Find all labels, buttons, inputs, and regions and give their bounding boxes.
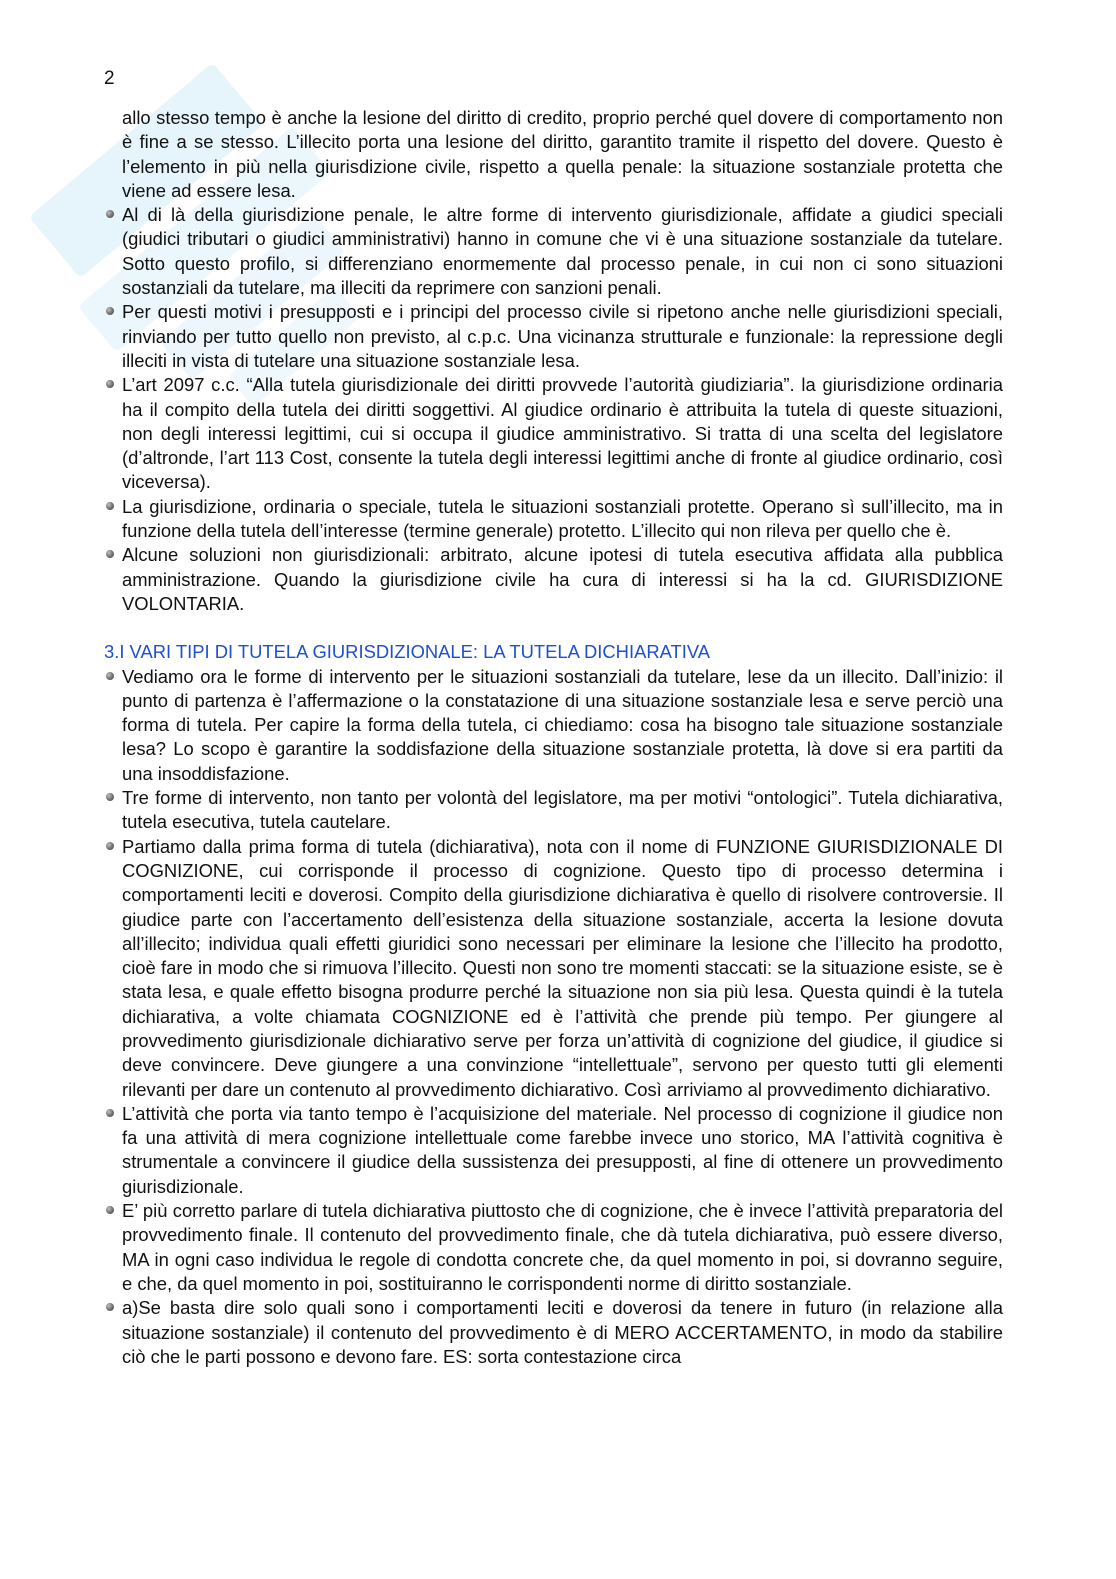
bullet-icon [106,1206,114,1214]
paragraph-text: Partiamo dalla prima forma di tutela (dichiarativa), nota con il nome di FUNZIONE GIURISDIZIONALE DI COGNIZIONE, cui corrisponde il processo di cognizione. Questo tipo di processo determina i comportamenti leciti e doverosi. Compito della giurisdizione dichiarativa è quello di risolvere controversie. Il giudice parte con l’accertamento dell’esistenza della situazione sostanziale, accerta la lesione dovuta all’illecito; individua quali effetti giuridici sono necessari per eliminare la lesione che l’illecito ha prodotto, cioè fare in modo che si rimuova l’illecito. Questi non sono tre momenti staccati: se la situazione esiste, se è stata lesa, e quale effetto bisogna produrre perché la situazione non sia più lesa. Questa quindi è la tutela dichiarativa, a volte chiamata COGNIZIONE ed è l’attività che prende più tempo. Per giungere al provvedimento giurisdizionale dichiarativo serve per forza un’attività di cognizione del giudice, il giudice si deve convincere. Deve giungere a una convinzione “intellettuale”, servono per questo tutti gli elementi rilevanti per dare un contenuto al provvedimento dichiarativo. Così arriviamo al provvedimento dichiarativo. [122,835,1003,1100]
bullet-paragraph [104,1296,1003,1369]
bullet-icon [106,672,114,680]
paragraph [104,106,1003,203]
paragraph-text: Al di là della giurisdizione penale, le altre forme di intervento giurisdizionale, affidate a giudici speciali (giudici tributari o giudici amministrativi) hanno in comune che vi è una situazione sostanziale da tutelare. Sotto questo profilo, si differenziano enormemente dal processo penale, in cui non ci sono situazioni sostanziali da tutelare, ma illeciti da reprimere con sanzioni penali. [122,204,1003,299]
bullet-icon [106,380,114,388]
paragraph-text: Tre forme di intervento, non tanto per volontà del legislatore, ma per motivi “ontologici”. Tutela dichiarativa, tutela esecutiva, tutela cautelare. [122,787,1003,833]
bullet-icon [106,842,114,850]
bullet-paragraph [104,373,1003,494]
bullet-paragraph [104,835,1003,1102]
section-heading: 3.I VARI TIPI DI TUTELA GIURISDIZIONALE: LA TUTELA DICHIARATIVA [104,641,711,663]
bullet-paragraph [104,543,1003,616]
document-body [104,106,1003,1369]
bullet-paragraph [104,1199,1003,1296]
paragraphs-after-heading [104,665,1003,1370]
paragraph-text: La giurisdizione, ordinaria o speciale, tutela le situazioni sostanziali protette. Operano sì sull’illecito, ma in funzione della tutela dell’interesse (termine generale) protetto. L’illecito qui non rileva per quello che è. [122,495,1003,542]
paragraph-text: L’attività che porta via tanto tempo è l’acquisizione del materiale. Nel processo di cognizione il giudice non fa una attività di mera cognizione intellettuale come farebbe invece uno storico, MA l’attività cognitiva è strumentale a convincere il giudice della sussistenza dei presupposti, al fine di ottenere un provvedimento giurisdizionale. [122,1102,1003,1197]
paragraph-text: Alcune soluzioni non giurisdizionali: arbitrato, alcune ipotesi di tutela esecutiva affidata alla pubblica amministrazione. Quando la giurisdizione civile ha cura di interessi si ha la cd. GIURISDIZIONE VOLONTARIA. [122,544,1003,614]
bullet-icon [106,550,114,558]
bullet-icon [106,502,114,510]
bullet-paragraph [104,300,1003,373]
paragraph-text: Per questi motivi i presupposti e i principi del processo civile si ripetono anche nelle giurisdizioni speciali, rinviando per tutto quello non previsto, al c.p.c. Una vicinanza strutturale e funzionale: la repressione degli illeciti in vista di tutelare una situazione sostanziale lesa. [122,301,1003,371]
bullet-icon [106,793,114,801]
bullet-icon [106,307,114,315]
page-number: 2 [104,68,115,89]
paragraph-text: E’ più corretto parlare di tutela dichiarativa piuttosto che di cognizione, che è invece l’attività preparatoria del provvedimento finale. Il contenuto del provvedimento finale, che dà tutela dichiarativa, può essere diverso, MA in ogni caso individua le regole di condotta concrete che, da quel momento in poi, si dovranno seguire, e che, da quel momento in poi, sostituiranno le corrispondenti norme di diritto sostanziale. [122,1200,1003,1294]
bullet-paragraph [104,665,1003,786]
paragraph-text: a)Se basta dire solo quali sono i comportamenti leciti e doverosi da tenere in futuro (in relazione alla situazione sostanziale) il contenuto del provvedimento è di MERO ACCERTAMENTO, in modo da stabilire ciò che le parti possono e devono fare. ES: sorta contestazione circa [122,1297,1003,1367]
bullet-paragraph [104,1102,1003,1199]
bullet-paragraph [104,786,1003,835]
bullet-paragraph [104,495,1003,544]
bullet-paragraph [104,203,1003,300]
bullet-icon [106,1109,114,1117]
bullet-icon [106,210,114,218]
paragraphs-before-heading [104,106,1003,616]
paragraph-text: allo stesso tempo è anche la lesione del diritto di credito, proprio perché quel dovere di comportamento non è fine a se stesso. L’illecito porta una lesione del diritto, garantito tramite il rispetto del dovere. Questo è l’elemento in più nella giurisdizione civile, rispetto a quella penale: la situazione sostanziale protetta che viene ad essere lesa. [122,107,1003,201]
bullet-icon [106,1303,114,1311]
paragraph-text: L’art 2097 c.c. “Alla tutela giurisdizionale dei diritti provvede l’autorità giudiziaria”. la giurisdizione ordinaria ha il compito della tutela dei diritti soggettivi. Al giudice ordinario è attribuita la tutela di queste situazioni, non degli interessi legittimi, cui si occupa il giudice amministrativo. Si tratta di una scelta del legislatore (d’altronde, l’art 113 Cost, consente la tutela degli interessi legittimi anche di fronte al giudice ordinario, così viceversa). [122,374,1003,493]
paragraph-text: Vediamo ora le forme di intervento per le situazioni sostanziali da tutelare, lese da un illecito. Dall’inizio: il punto di partenza è l’affermazione o la constatazione di una situazione sostanziale lesa e serve perciò una forma di tutela. Per capire la forma della tutela, ci chiediamo: cosa ha bisogno tale situazione sostanziale lesa? Lo scopo è garantire la soddisfazione della situazione sostanziale protetta, là dove si era partiti da una insoddisfazione. [122,665,1003,784]
